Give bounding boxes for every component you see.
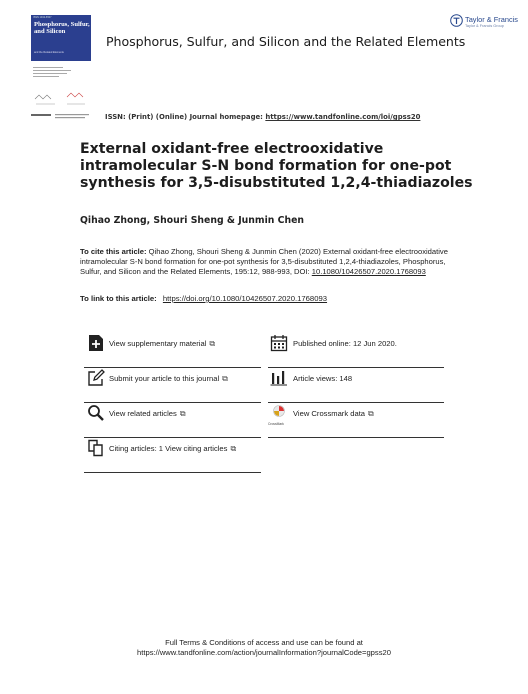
issn-line: [105, 113, 420, 121]
copy-documents-icon: [87, 439, 105, 457]
link-label: To link to this article:: [80, 294, 157, 303]
issn-label: ISSN: (Print) (Online) Journal homepage:: [105, 113, 263, 121]
article-title: External oxidant-free electrooxidative intramolecular S-N bond formation for one-pot synthesis for 3,5-disubstituted 1,2,4-thiadiazoles: [80, 141, 473, 191]
footer: [0, 638, 528, 658]
citing-articles-label: Citing articles: 1 View citing articles ⧉: [109, 444, 237, 453]
published-online-tile: [268, 333, 444, 368]
related-articles-label: View related articles ⧉: [109, 409, 186, 418]
cover-publisher-strip: [31, 113, 91, 120]
article-views-tile: [268, 368, 444, 403]
citation-block: [80, 247, 460, 276]
cover-subtitle: and the Related Elements: [34, 51, 64, 54]
published-date: Published online: 12 Jun 2020.: [293, 339, 397, 348]
bar-chart-icon: [270, 369, 288, 387]
supplementary-label: View supplementary material ⧉: [109, 339, 216, 348]
calendar-icon: [270, 334, 288, 352]
edit-icon: [87, 369, 105, 387]
article-authors: Qihao Zhong, Shouri Sheng & Junmin Chen: [80, 215, 304, 226]
external-link-icon: ⧉: [209, 339, 216, 348]
article-link-line: [80, 294, 327, 303]
supplementary-material-tile[interactable]: [84, 333, 261, 368]
cite-label: To cite this article:: [80, 247, 147, 256]
cover-title: Phosphorus, Sulfur, and Silicon: [34, 21, 90, 35]
cover-small-text: ISSN 1042-6507: [33, 16, 52, 19]
footer-terms-link[interactable]: https://www.tandfonline.com/action/journalInformation?journalCode=gpss20: [137, 648, 391, 657]
cite-text: Qihao Zhong, Shouri Sheng & Junmin Chen (2020) External oxidant-free electrooxidative intramolecular S-N bond formation for one-pot synthesis for 3,5-disubstituted 1,2,4-thiadiazoles, Phosphorus, Sulfur, and Silicon and the Related Elements, 195:12, 988-993, DOI:: [80, 247, 448, 276]
external-link-icon: ⧉: [368, 409, 374, 418]
submit-article-tile[interactable]: [84, 368, 261, 403]
submit-article-label: Submit your article to this journal ⧉: [109, 374, 228, 383]
crossmark-label: View Crossmark data ⧉: [293, 409, 374, 418]
journal-homepage-link[interactable]: https://www.tandfonline.com/loi/gpss20: [265, 113, 421, 121]
external-link-icon: ⧉: [222, 374, 228, 383]
article-views-count: Article views: 148: [293, 374, 353, 383]
related-articles-tile[interactable]: [84, 403, 261, 438]
tile-divider: [268, 437, 444, 438]
publisher-logo-icon: [450, 14, 463, 27]
crossmark-tile[interactable]: [268, 403, 444, 438]
cover-chemical-structure: [33, 85, 89, 107]
cite-doi-link[interactable]: 10.1080/10426507.2020.1768093: [311, 266, 426, 276]
tile-divider: [84, 472, 261, 473]
crossmark-icon: [270, 404, 288, 422]
external-link-icon: ⧉: [230, 444, 237, 453]
journal-cover: [31, 15, 91, 120]
publisher-tagline: Taylor & Francis Group: [465, 24, 504, 28]
crossmark-logo-text: CrossMark: [268, 422, 284, 426]
document-plus-icon: [87, 334, 105, 352]
article-doi-link[interactable]: https://doi.org/10.1080/10426507.2020.1768093: [162, 294, 328, 303]
magnifier-icon: [87, 404, 105, 422]
citing-articles-tile[interactable]: [84, 438, 261, 473]
journal-title: Phosphorus, Sulfur, and Silicon and the Related Elements: [106, 34, 466, 49]
cover-banner: [31, 15, 91, 61]
footer-terms-text: Full Terms & Conditions of access and use can be found at: [165, 638, 363, 647]
cover-text-lines: [33, 65, 89, 79]
external-link-icon: ⧉: [179, 409, 186, 418]
publisher-name: Taylor & Francis: [465, 15, 518, 24]
